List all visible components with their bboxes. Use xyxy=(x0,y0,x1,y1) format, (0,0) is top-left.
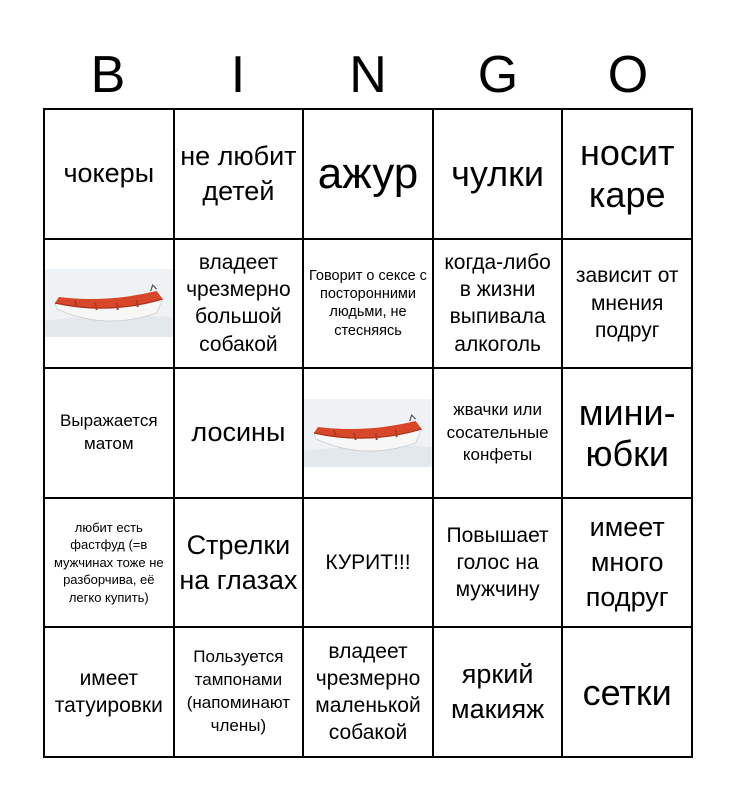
cell-text: не любит детей xyxy=(180,140,297,206)
cell-text: зависит от мнения подруг xyxy=(575,264,679,343)
bingo-cell[interactable] xyxy=(174,109,304,239)
bingo-cell[interactable] xyxy=(433,368,563,498)
bingo-cell[interactable] xyxy=(174,368,304,498)
cell-text: владеет чрезмерно маленькой собакой xyxy=(315,639,421,745)
cell-text: когда-либо в жизни выпивала алкоголь xyxy=(444,250,551,356)
cell-text: имеет татуировки xyxy=(54,666,163,718)
bingo-cell-free[interactable] xyxy=(303,368,433,498)
bingo-cell[interactable] xyxy=(303,498,433,628)
cell-text: жвачки или сосательные конфеты xyxy=(446,399,549,465)
bingo-cell[interactable] xyxy=(562,498,692,628)
cell-text: сетки xyxy=(582,671,672,713)
bingo-cell[interactable] xyxy=(303,627,433,757)
cell-text: яркий макияж xyxy=(451,659,545,725)
bingo-cell[interactable] xyxy=(174,627,304,757)
bingo-cell[interactable] xyxy=(562,109,692,239)
header-letter-o: O xyxy=(607,46,649,104)
header-letter-i: I xyxy=(230,46,246,104)
bingo-cell[interactable] xyxy=(433,498,563,628)
bingo-cell[interactable] xyxy=(433,109,563,239)
bingo-cell[interactable] xyxy=(562,239,692,369)
cell-text: мини-юбки xyxy=(578,391,676,474)
cell-text: Пользуется тампонами (напоминают члены) xyxy=(186,647,291,736)
bingo-cell[interactable] xyxy=(174,239,304,369)
cell-text: носит каре xyxy=(579,132,675,215)
cell-text: Выражается матом xyxy=(60,411,158,453)
cell-text: владеет чрезмерно большой собакой xyxy=(186,250,291,356)
bingo-cell[interactable] xyxy=(44,368,174,498)
cell-text: любит есть фастфуд (=в мужчинах тоже не разборчива, её легко купить) xyxy=(53,519,164,605)
header-letter-b: B xyxy=(90,46,126,104)
cell-text: Стрелки на глазах xyxy=(179,529,298,595)
header-letter-n: N xyxy=(349,46,387,104)
bingo-cell[interactable] xyxy=(562,368,692,498)
bingo-cell[interactable] xyxy=(44,498,174,628)
bingo-cell[interactable] xyxy=(44,627,174,757)
cell-text: чулки xyxy=(451,153,545,195)
boat-image xyxy=(45,269,173,337)
cell-text: Говорит о сексе с посторонними людьми, не стесняясь xyxy=(309,268,427,339)
bingo-grid xyxy=(43,108,693,758)
cell-text: лосины xyxy=(191,417,286,448)
bingo-cell[interactable] xyxy=(303,109,433,239)
boat-image xyxy=(304,399,432,467)
cell-text: ажур xyxy=(317,148,419,198)
bingo-cell[interactable] xyxy=(562,627,692,757)
bingo-cell[interactable] xyxy=(44,109,174,239)
header-letter-g: G xyxy=(477,46,519,104)
cell-text: чокеры xyxy=(63,158,155,189)
bingo-cell[interactable] xyxy=(433,239,563,369)
cell-text: КУРИТ!!! xyxy=(325,550,411,574)
bingo-cell[interactable] xyxy=(433,627,563,757)
bingo-cell[interactable] xyxy=(303,239,433,369)
bingo-cell-free[interactable] xyxy=(44,239,174,369)
cell-text: имеет много подруг xyxy=(585,511,669,613)
bingo-header xyxy=(43,40,693,110)
cell-text: Повышает голос на мужчину xyxy=(446,523,549,602)
bingo-cell[interactable] xyxy=(174,498,304,628)
